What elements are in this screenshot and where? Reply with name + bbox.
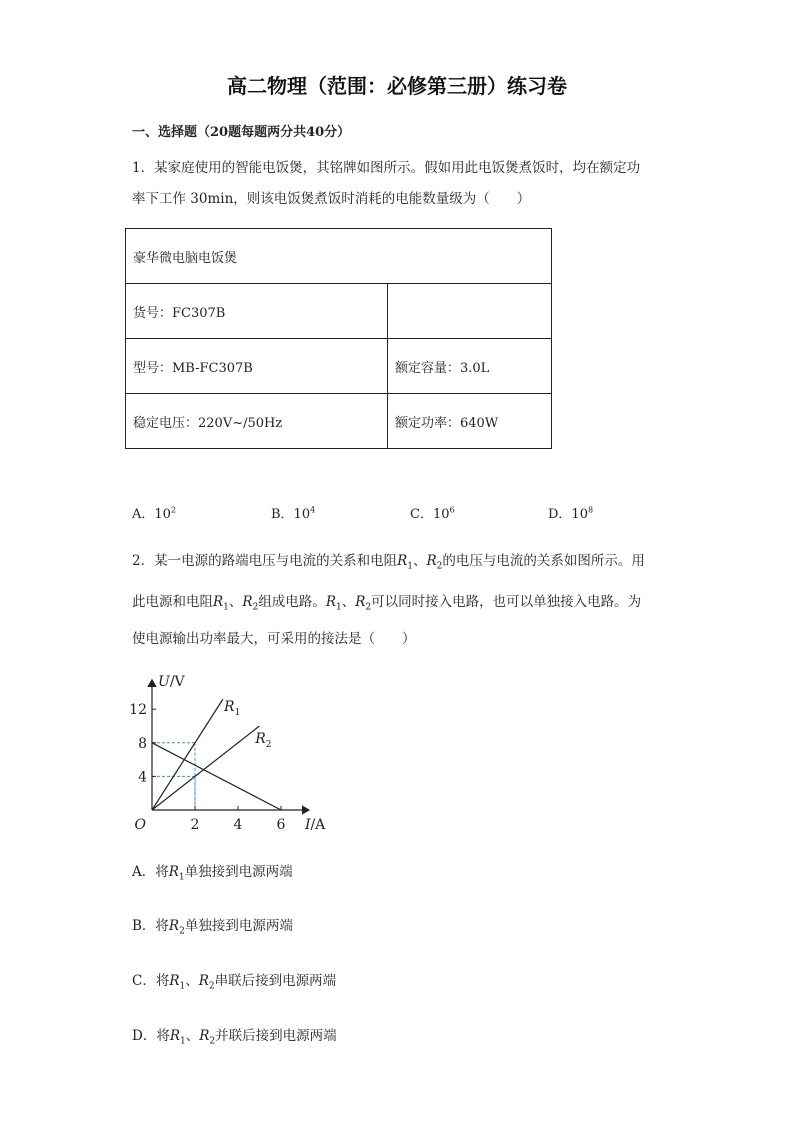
q1-line2: 率下工作 30min，则该电饭煲煮饭时消耗的电能数量级为（ ） bbox=[132, 191, 531, 207]
x-tick-label: 2 bbox=[190, 817, 200, 833]
q2-option-d[interactable]: D．将$R_1$、$R_2$并联后接到电源两端 bbox=[132, 1028, 337, 1047]
y-tick-label: 12 bbox=[129, 702, 147, 719]
q1-choice-a[interactable]: A．$10^2$ bbox=[132, 505, 177, 522]
table-cell: 货号：FC307B bbox=[126, 284, 388, 339]
series-line-r2 bbox=[152, 726, 260, 810]
table-cell: 豪华微电脑电饭煲 bbox=[126, 229, 552, 284]
series-line-source bbox=[152, 743, 281, 810]
q2-option-b[interactable]: B．将$R_2$单独接到电源两端 bbox=[132, 918, 293, 937]
series-label: $R_1$ bbox=[224, 698, 241, 718]
y-axis-title: U/V bbox=[158, 673, 185, 690]
y-tick-label: 4 bbox=[138, 769, 147, 786]
table-cell: 型号：MB-FC307B bbox=[126, 339, 388, 394]
x-tick-label: 4 bbox=[233, 817, 243, 833]
q2-option-a[interactable]: A．将$R_1$单独接到电源两端 bbox=[132, 864, 293, 883]
origin-label: O bbox=[134, 817, 146, 833]
section-heading: 一、选择题（20题每题两分共40分） bbox=[132, 125, 351, 140]
series-label: $R_2$ bbox=[255, 730, 272, 750]
u-i-graph bbox=[128, 668, 328, 838]
q1-choice-c[interactable]: C．$10^6$ bbox=[410, 505, 455, 522]
q2-line3: 使电源输出功率最大，可采用的接法是（ ） bbox=[132, 631, 416, 647]
y-tick-label: 8 bbox=[138, 735, 147, 752]
x-axis-title: I/A bbox=[304, 817, 326, 833]
table-cell: 稳定电压：220V~/50Hz bbox=[126, 394, 388, 449]
table-cell: 额定容量：3.0L bbox=[388, 339, 552, 394]
q1-choice-b[interactable]: B．$10^4$ bbox=[271, 505, 316, 522]
q1-choice-d[interactable]: D．$10^8$ bbox=[548, 505, 594, 522]
q2-line2: 此电源和电阻$R_1$、$R_2$组成电路。$R_1$、$R_2$可以同时接入电路，也可以单独接入电路。为 bbox=[132, 594, 642, 613]
page-title: 高二物理（范围：必修第三册）练习卷 bbox=[227, 74, 567, 98]
x-tick-label: 6 bbox=[276, 817, 286, 833]
nameplate-table bbox=[125, 228, 552, 449]
series-line-r1 bbox=[152, 699, 223, 810]
q1-line1: 1．某家庭使用的智能电饭煲，其铭牌如图所示。假如用此电饭煲煮饭时，均在额定功 bbox=[132, 160, 641, 176]
q2-option-c[interactable]: C．将$R_1$、$R_2$串联后接到电源两端 bbox=[132, 973, 337, 992]
q2-line1: 2．某一电源的路端电压与电流的关系和电阻$R_1$、$R_2$的电压与电流的关系如图所示。用 bbox=[132, 553, 645, 572]
table-cell bbox=[388, 284, 552, 339]
table-cell: 额定功率：640W bbox=[388, 394, 552, 449]
